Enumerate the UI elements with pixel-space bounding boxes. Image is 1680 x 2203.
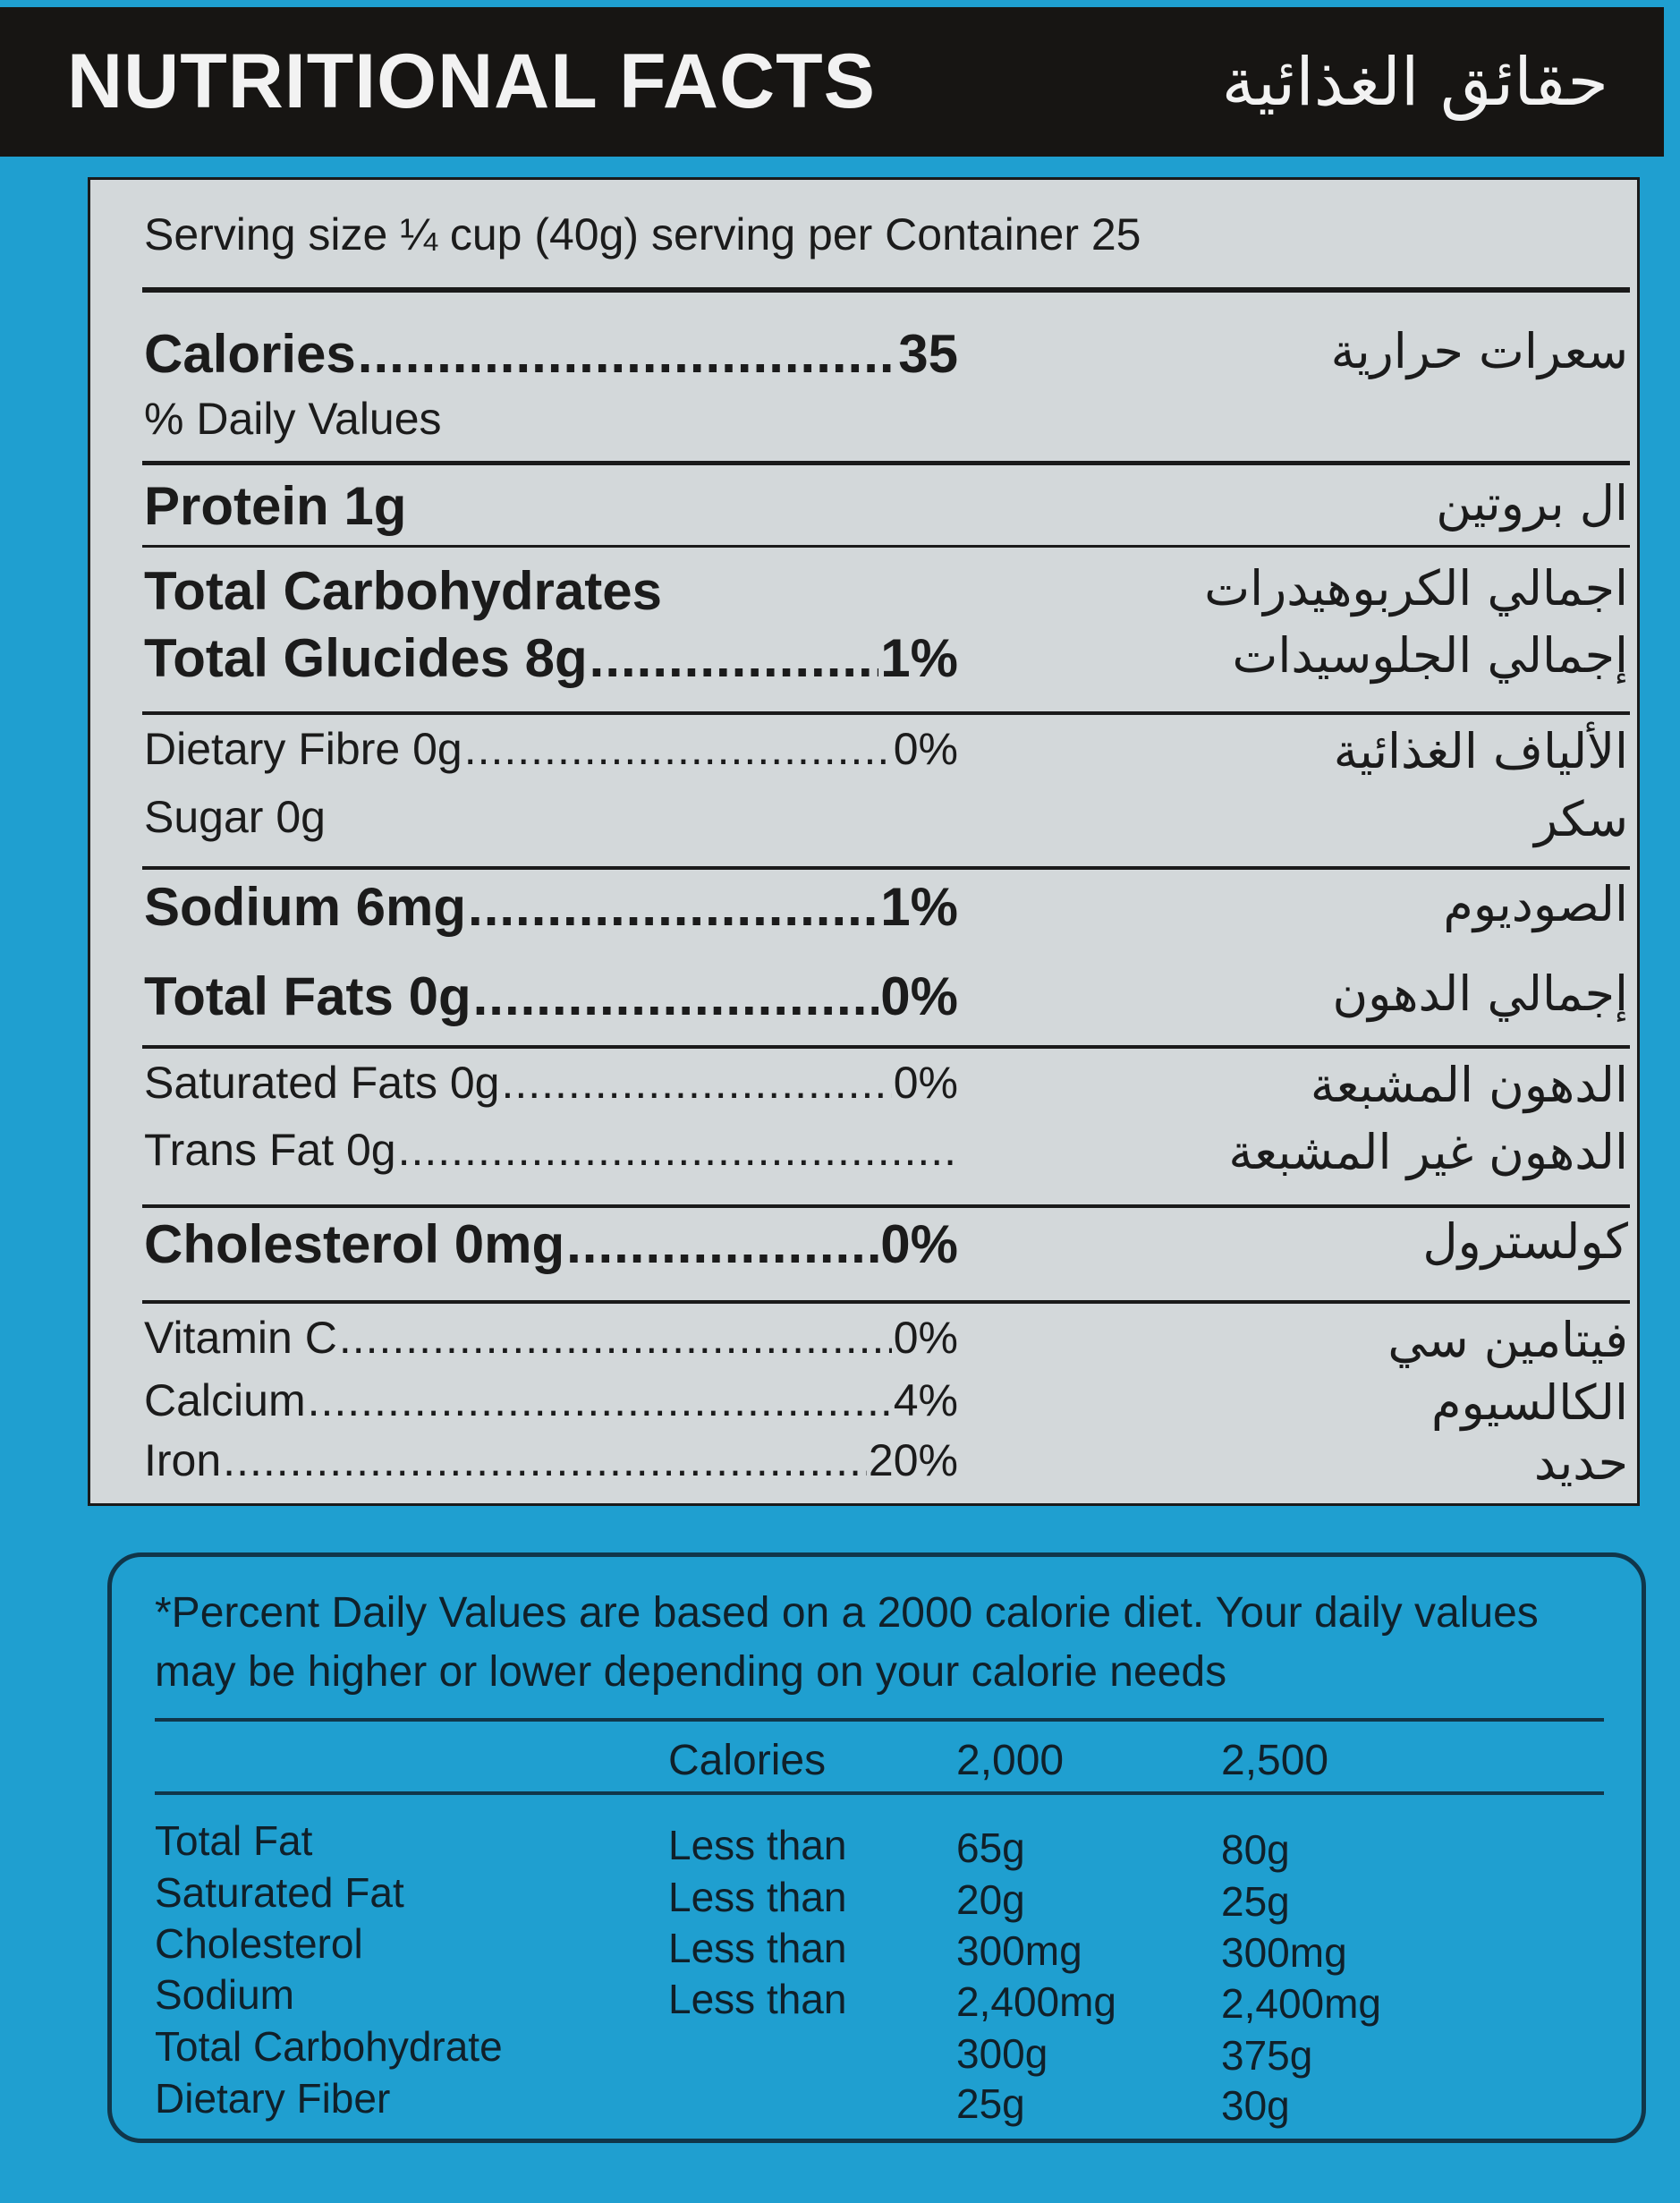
value-2000: 25g	[956, 2080, 1025, 2127]
row-label: Calories	[144, 324, 356, 384]
nutrient-name: Dietary Fiber	[155, 2075, 391, 2122]
divider	[155, 1791, 1604, 1795]
row-value: 0%	[880, 966, 958, 1026]
row-sugar	[144, 791, 1628, 854]
row-label: Sugar 0g	[144, 792, 326, 842]
value-2000: 300mg	[956, 1927, 1082, 1974]
row-trans-fat	[144, 1124, 1628, 1187]
row-arabic: إجمالي الدهون	[1332, 965, 1628, 1022]
nutrient-name: Sodium	[155, 1971, 294, 2018]
row-label: Total Carbohydrates	[144, 561, 662, 621]
value-2000: 20g	[956, 1876, 1025, 1923]
value-2500: 375g	[1221, 2032, 1313, 2079]
row-label: Protein 1g	[144, 476, 407, 536]
row-arabic: الألياف الغذائية	[1333, 723, 1628, 779]
title-english: NUTRITIONAL FACTS	[67, 38, 877, 124]
value-2500: 80g	[1221, 1826, 1290, 1873]
row-total-carbohydrates	[144, 560, 1628, 623]
row-sodium	[144, 876, 1628, 939]
daily-values-box	[107, 1552, 1646, 2143]
value-2500: 2,400mg	[1221, 1980, 1382, 2027]
value-2000: 65g	[956, 1824, 1025, 1871]
header-calories: Calories	[668, 1737, 827, 1784]
nutrition-facts-panel	[88, 177, 1640, 1506]
divider	[142, 866, 1630, 870]
row-value: 35	[898, 324, 958, 384]
row-value: 0%	[893, 724, 958, 774]
limit-text: Less than	[668, 1822, 847, 1868]
row-label: Dietary Fibre 0g	[144, 724, 462, 774]
row-arabic: الكالسيوم	[1431, 1374, 1628, 1431]
row-protein	[144, 475, 1628, 538]
row-arabic: سكر	[1534, 791, 1628, 847]
divider	[155, 1718, 1604, 1722]
value-2500: 30g	[1221, 2082, 1290, 2129]
row-cholesterol	[144, 1213, 1628, 1276]
serving-size: Serving size ¼ cup (40g) serving per Container 25	[144, 209, 1141, 259]
divider	[142, 545, 1630, 548]
header-2000: 2,000	[956, 1737, 1065, 1784]
row-arabic: ال بروتين	[1436, 475, 1628, 532]
row-arabic: الدهون المشبعة	[1310, 1057, 1628, 1113]
row-dietary-fibre	[144, 723, 1628, 786]
row-label: Trans Fat 0g	[144, 1125, 396, 1175]
row-value: 0%	[880, 1214, 958, 1274]
nutrient-name: Total Carbohydrate	[155, 2023, 503, 2070]
row-arabic: إجمالي الجلوسيدات	[1232, 627, 1628, 684]
divider	[142, 1300, 1630, 1304]
row-label: Calcium	[144, 1375, 306, 1425]
divider	[142, 287, 1630, 293]
row-arabic: كولسترول	[1422, 1213, 1628, 1270]
row-label: Iron	[144, 1435, 222, 1485]
divider	[142, 461, 1630, 465]
header-2500: 2,500	[1221, 1737, 1329, 1784]
row-iron	[144, 1434, 1628, 1497]
row-arabic: اجمالي الكربوهيدرات	[1204, 560, 1628, 617]
limit-text: Less than	[668, 1925, 847, 1971]
row-arabic: حديد	[1533, 1434, 1628, 1491]
nutrient-name: Cholesterol	[155, 1920, 363, 1967]
value-2500: 300mg	[1221, 1929, 1347, 1976]
row-calories	[144, 323, 1628, 386]
row-arabic: سعرات حرارية	[1330, 323, 1628, 379]
row-value: 4%	[893, 1375, 958, 1425]
row-value: 1%	[880, 628, 958, 688]
row-label: Sodium 6mg	[144, 877, 467, 937]
row-label: Vitamin C	[144, 1313, 337, 1363]
limit-text: Less than	[668, 1874, 847, 1920]
row-arabic: فيتامين سي	[1387, 1312, 1628, 1368]
row-total-glucides	[144, 627, 1628, 690]
value-2000: 2,400mg	[956, 1978, 1117, 2025]
daily-values-note: *Percent Daily Values are based on a 2000 calorie diet. Your daily values may be higher or lower depending on your calorie needs	[155, 1589, 1539, 1696]
row-value: 20%	[868, 1435, 958, 1485]
row-label: % Daily Values	[144, 394, 442, 444]
row-vitamin-c	[144, 1312, 1628, 1374]
row-arabic: الدهون غير المشبعة	[1228, 1124, 1628, 1180]
row-total-fats	[144, 965, 1628, 1028]
row-value: 0%	[893, 1058, 958, 1108]
row-label: Total Glucides 8g	[144, 628, 588, 688]
row-label: Total Fats 0g	[144, 966, 471, 1026]
divider	[142, 1045, 1630, 1049]
nutrient-name: Total Fat	[155, 1817, 313, 1864]
row-arabic: الصوديوم	[1443, 876, 1628, 932]
limit-text: Less than	[668, 1976, 847, 2022]
divider	[142, 711, 1630, 715]
value-2000: 300g	[956, 2030, 1048, 2077]
row-calcium	[144, 1374, 1628, 1437]
row-label: Saturated Fats 0g	[144, 1058, 500, 1108]
header-bar	[0, 7, 1664, 157]
row-value: 1%	[880, 877, 958, 937]
divider	[142, 1204, 1630, 1208]
title-arabic: حقائق الغذائية	[1221, 43, 1608, 121]
value-2500: 25g	[1221, 1878, 1290, 1925]
row-saturated-fats	[144, 1057, 1628, 1119]
row-value: 0%	[893, 1313, 958, 1363]
row-daily-values	[144, 393, 1628, 455]
nutrient-name: Saturated Fat	[155, 1869, 404, 1916]
row-label: Cholesterol 0mg	[144, 1214, 565, 1274]
